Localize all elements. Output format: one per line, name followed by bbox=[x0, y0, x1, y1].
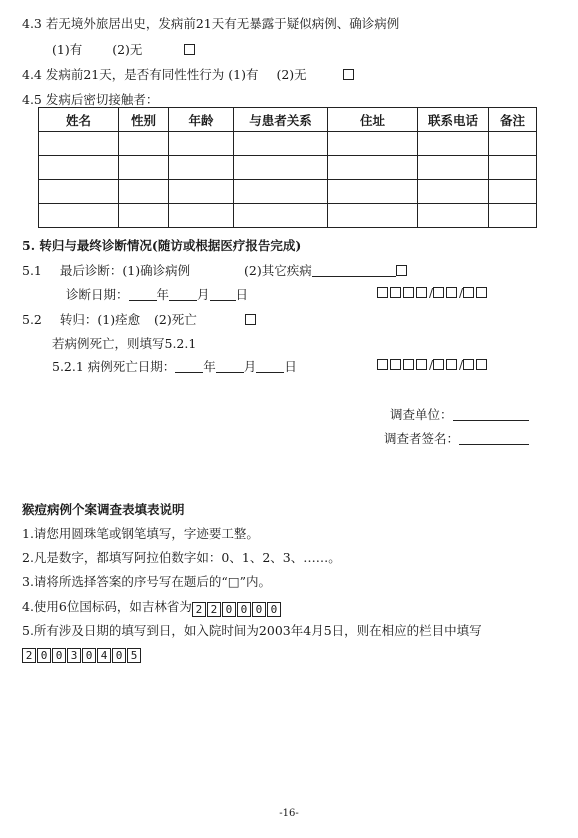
instruction-1: 1.请您用圆珠笔或钢笔填写，字迹要工整。 bbox=[22, 526, 259, 541]
q4-5-text: 4.5 发病后密切接触者： bbox=[22, 92, 159, 107]
q4-3-text: 4.3 若无境外旅居出史，发病前21天有无暴露于疑似病例、确诊病例 bbox=[22, 16, 400, 31]
instructions-title: 猴痘病例个案调查表填表说明 bbox=[22, 502, 185, 517]
death-date bbox=[52, 357, 297, 375]
diagnosis-month-line[interactable] bbox=[169, 300, 197, 301]
example-code-boxes bbox=[192, 599, 282, 614]
death-date-code-boxes[interactable]: / / bbox=[377, 357, 489, 372]
q4-3-opt1: (1)有 bbox=[52, 42, 83, 57]
death-day-line[interactable] bbox=[256, 372, 284, 373]
col-sex: 性别 bbox=[119, 108, 169, 132]
investigating-unit-line[interactable] bbox=[453, 420, 529, 421]
table-cell[interactable] bbox=[418, 156, 489, 180]
table-cell[interactable] bbox=[489, 204, 537, 228]
example-date-boxes bbox=[22, 645, 142, 663]
example-code-digit: 2 bbox=[207, 602, 221, 617]
table-cell[interactable] bbox=[328, 180, 418, 204]
table-row bbox=[39, 156, 537, 180]
col-phone: 联系电话 bbox=[418, 108, 489, 132]
q4-4-answer-box[interactable] bbox=[343, 69, 354, 80]
death-month-line[interactable] bbox=[216, 372, 244, 373]
q5-2-opt2: (2)死亡 bbox=[154, 312, 197, 327]
q4-4-opt1: (1)有 bbox=[228, 67, 259, 82]
investigating-unit bbox=[390, 405, 529, 423]
diagnosis-day-line[interactable] bbox=[210, 300, 236, 301]
death-date-label: 5.2.1 病例死亡日期： bbox=[52, 359, 176, 374]
example-code-digit: 0 bbox=[267, 602, 281, 617]
table-cell[interactable] bbox=[39, 132, 119, 156]
table-cell[interactable] bbox=[418, 132, 489, 156]
table-row bbox=[39, 204, 537, 228]
year-unit: 年 bbox=[203, 359, 216, 374]
table-cell[interactable] bbox=[169, 180, 234, 204]
table-row bbox=[39, 132, 537, 156]
q5-1 bbox=[22, 261, 409, 279]
table-cell[interactable] bbox=[39, 156, 119, 180]
q5-2-label: 5.2 bbox=[22, 312, 42, 327]
section5-title: 5. 转归与最终诊断情况(随访或根据医疗报告完成) bbox=[22, 238, 302, 253]
example-date-digit: 0 bbox=[52, 648, 66, 663]
table-cell[interactable] bbox=[489, 156, 537, 180]
q4-3-answer-box[interactable] bbox=[184, 44, 195, 55]
example-code-digit: 2 bbox=[192, 602, 206, 617]
col-name: 姓名 bbox=[39, 108, 119, 132]
col-age: 年龄 bbox=[169, 108, 234, 132]
table-cell[interactable] bbox=[328, 204, 418, 228]
contacts-header-row bbox=[39, 108, 537, 132]
instruction-3: 3.请将所选择答案的序号写在题后的“□”内。 bbox=[22, 574, 272, 589]
day-unit: 日 bbox=[235, 287, 249, 302]
example-code-digit: 0 bbox=[222, 602, 236, 617]
table-row bbox=[39, 180, 537, 204]
q5-2-note: 若病例死亡，则填写5.2.1 bbox=[52, 336, 197, 351]
other-disease-line[interactable] bbox=[312, 276, 396, 277]
table-cell[interactable] bbox=[39, 204, 119, 228]
q5-2-text: 转归：(1)痊愈 bbox=[59, 312, 141, 327]
example-code-digit: 0 bbox=[237, 602, 251, 617]
instruction-2: 2.凡是数字，都填写阿拉伯数字如：0、1、2、3、……。 bbox=[22, 550, 341, 565]
table-cell[interactable] bbox=[328, 156, 418, 180]
table-cell[interactable] bbox=[234, 204, 328, 228]
month-unit: 月 bbox=[243, 359, 257, 374]
table-cell[interactable] bbox=[169, 132, 234, 156]
q4-3-options bbox=[52, 40, 197, 58]
example-date-digit: 0 bbox=[112, 648, 126, 663]
table-cell[interactable] bbox=[234, 132, 328, 156]
diagnosis-date-label: 诊断日期： bbox=[66, 287, 129, 302]
table-cell[interactable] bbox=[169, 204, 234, 228]
example-date-digit: 2 bbox=[22, 648, 36, 663]
table-cell[interactable] bbox=[234, 156, 328, 180]
q4-4-text: 4.4 发病前21天，是否有同性性行为 bbox=[22, 67, 225, 82]
contacts-table bbox=[38, 107, 537, 228]
investigator-signature bbox=[384, 429, 529, 447]
col-address: 住址 bbox=[328, 108, 418, 132]
q5-1-label: 5.1 bbox=[22, 263, 42, 278]
q5-1-text: 最后诊断：(1)确诊病例 bbox=[59, 263, 191, 278]
page-number: -16- bbox=[279, 808, 299, 819]
example-code-digit: 0 bbox=[252, 602, 266, 617]
table-cell[interactable] bbox=[119, 204, 169, 228]
q4-4-opt2: (2)无 bbox=[276, 67, 307, 82]
diagnosis-date-code-boxes[interactable]: / / bbox=[377, 285, 489, 300]
instruction-5: 5.所有涉及日期的填写到日，如入院时间为2003年4月5日，则在相应的栏目中填写 bbox=[22, 623, 482, 638]
instruction-4 bbox=[22, 597, 282, 617]
diagnosis-year-line[interactable] bbox=[129, 300, 157, 301]
table-cell[interactable] bbox=[119, 156, 169, 180]
q4-4 bbox=[22, 65, 356, 83]
table-cell[interactable] bbox=[119, 132, 169, 156]
table-cell[interactable] bbox=[489, 180, 537, 204]
example-date-digit: 0 bbox=[37, 648, 51, 663]
q5-2 bbox=[22, 310, 258, 328]
instruction-4-text: 4.使用6位国标码，如吉林省为 bbox=[22, 599, 192, 614]
table-cell[interactable] bbox=[418, 204, 489, 228]
year-unit: 年 bbox=[156, 287, 170, 302]
example-date-digit: 4 bbox=[97, 648, 111, 663]
table-cell[interactable] bbox=[489, 132, 537, 156]
table-cell[interactable] bbox=[234, 180, 328, 204]
q5-1-answer-box[interactable] bbox=[396, 265, 407, 276]
diagnosis-date bbox=[66, 285, 248, 303]
table-cell[interactable] bbox=[418, 180, 489, 204]
month-unit: 月 bbox=[197, 287, 210, 302]
death-year-line[interactable] bbox=[175, 372, 203, 373]
col-remarks: 备注 bbox=[489, 108, 537, 132]
table-cell[interactable] bbox=[39, 180, 119, 204]
col-relation: 与患者关系 bbox=[234, 108, 328, 132]
q5-2-answer-box[interactable] bbox=[245, 314, 256, 325]
example-date-digit: 3 bbox=[67, 648, 81, 663]
q4-3-opt2: (2)无 bbox=[112, 42, 143, 57]
investigator-signature-line[interactable] bbox=[459, 444, 529, 445]
table-cell[interactable] bbox=[169, 156, 234, 180]
table-cell[interactable] bbox=[328, 132, 418, 156]
example-date-digit: 0 bbox=[82, 648, 96, 663]
example-date-digit: 5 bbox=[127, 648, 141, 663]
q5-1-opt2: (2)其它疾病 bbox=[244, 263, 312, 278]
day-unit: 日 bbox=[284, 359, 297, 374]
investigating-unit-label: 调查单位： bbox=[390, 407, 453, 422]
table-cell[interactable] bbox=[119, 180, 169, 204]
investigator-signature-label: 调查者签名： bbox=[384, 431, 460, 446]
